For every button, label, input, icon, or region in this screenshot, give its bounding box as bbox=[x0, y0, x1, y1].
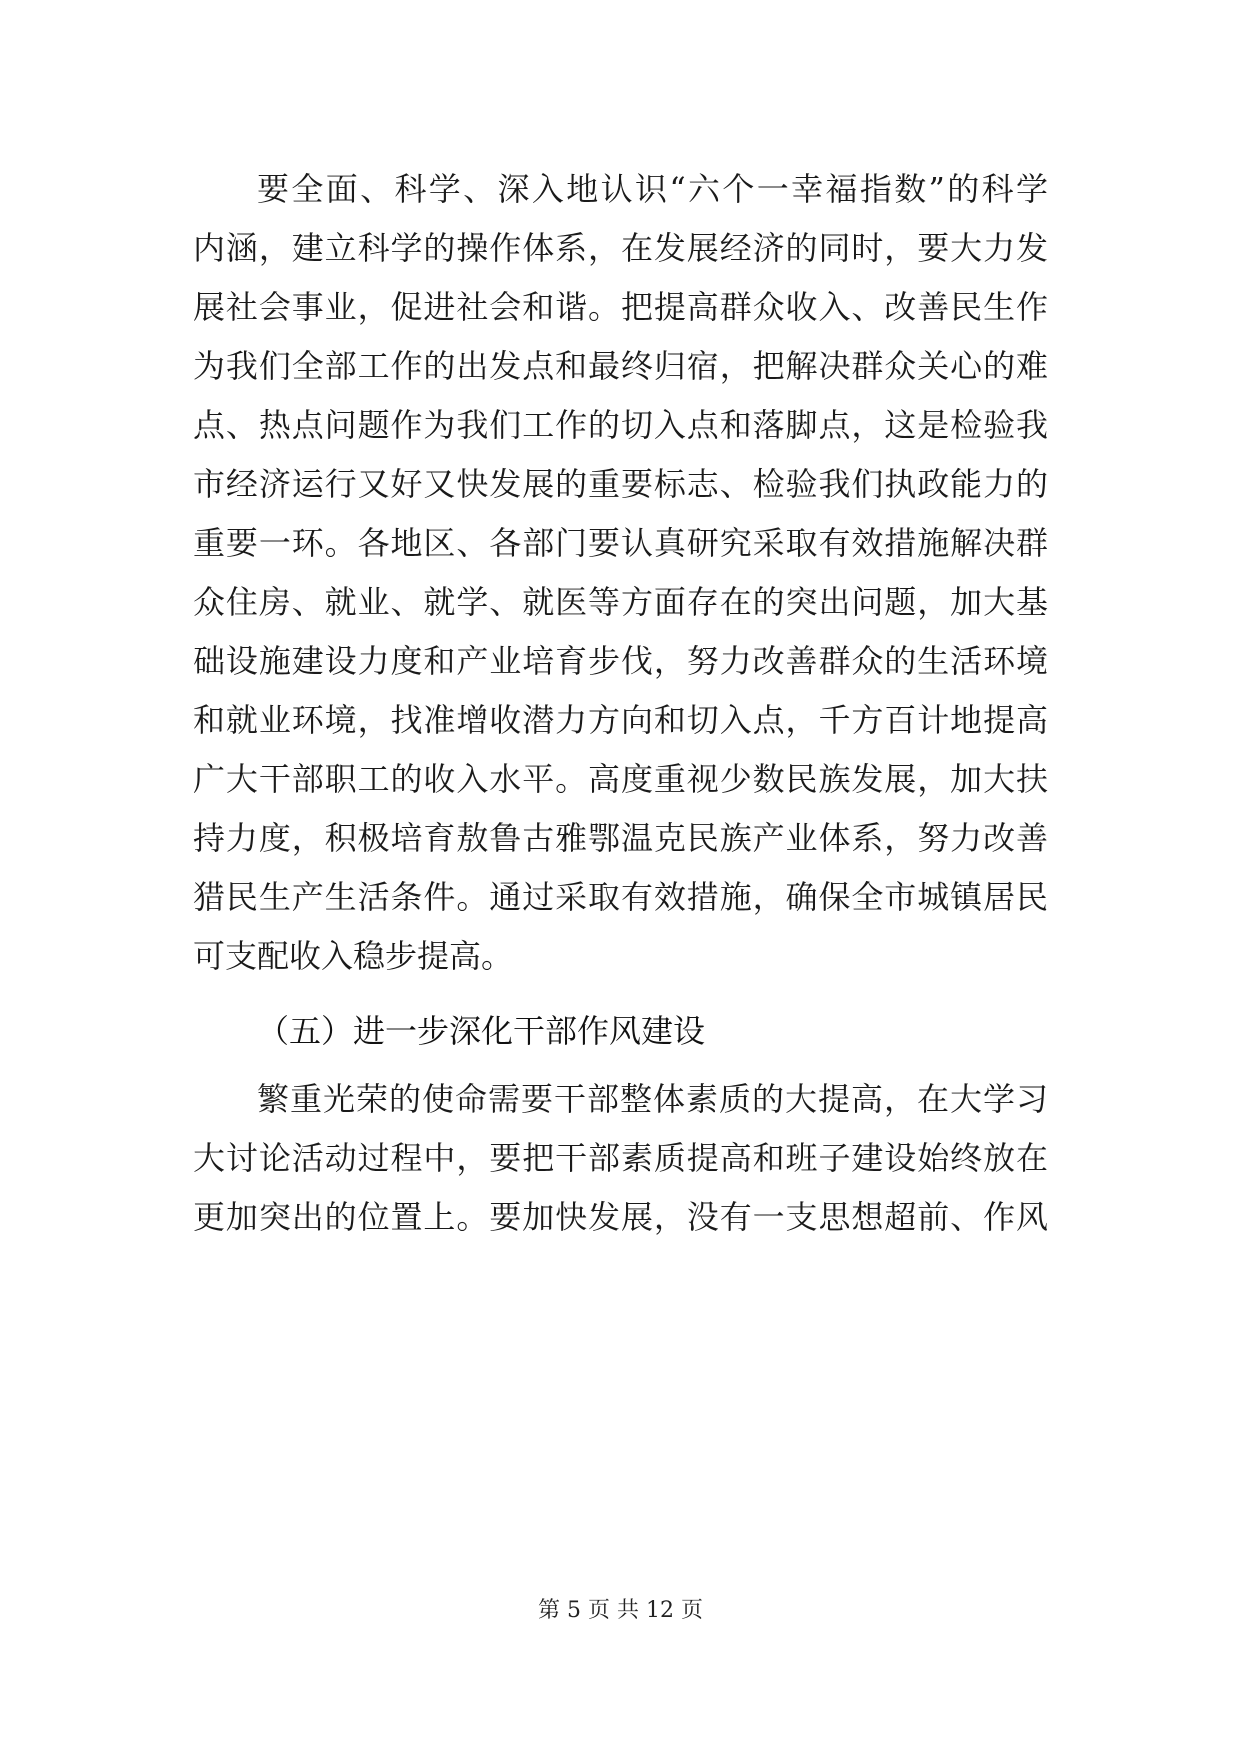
text-line: 广大干部职工的收入水平。高度重视少数民族发展，加大扶 bbox=[193, 760, 1048, 798]
paragraph-2 bbox=[193, 1070, 1048, 1247]
text-line: 和就业环境，找准增收潜力方向和切入点，千方百计地提高 bbox=[193, 701, 1048, 739]
text-line: 础设施建设力度和产业培育步伐，努力改善群众的生活环境 bbox=[193, 642, 1048, 680]
text-line: 内涵，建立科学的操作体系，在发展经济的同时，要大力发 bbox=[193, 229, 1048, 267]
text-line: 点、热点问题作为我们工作的切入点和落脚点，这是检验我 bbox=[193, 406, 1048, 444]
text-line: 要全面、科学、深入地认识“六个一幸福指数”的科学 bbox=[257, 170, 1048, 208]
text-line: 重要一环。各地区、各部门要认真研究采取有效措施解决群 bbox=[193, 524, 1048, 562]
text-line: 可支配收入稳步提高。 bbox=[193, 937, 514, 975]
text-line: 更加突出的位置上。要加快发展，没有一支思想超前、作风 bbox=[193, 1198, 1048, 1236]
section-heading: （五）进一步深化干部作风建设 bbox=[257, 1012, 706, 1050]
text-line: 繁重光荣的使命需要干部整体素质的大提高，在大学习 bbox=[257, 1080, 1048, 1118]
text-line: 为我们全部工作的出发点和最终归宿，把解决群众关心的难 bbox=[193, 347, 1048, 385]
document-body bbox=[193, 160, 1048, 1247]
paragraph-1 bbox=[193, 160, 1048, 986]
text-line: 大讨论活动过程中，要把干部素质提高和班子建设始终放在 bbox=[193, 1139, 1048, 1177]
page-number-footer: 第 5 页 共 12 页 bbox=[538, 1598, 703, 1623]
text-line: 展社会事业，促进社会和谐。把提高群众收入、改善民生作 bbox=[193, 288, 1048, 326]
text-line: 市经济运行又好又快发展的重要标志、检验我们执政能力的 bbox=[193, 465, 1048, 503]
text-line: 猎民生产生活条件。通过采取有效措施，确保全市城镇居民 bbox=[193, 878, 1048, 916]
text-line: 众住房、就业、就学、就医等方面存在的突出问题，加大基 bbox=[193, 583, 1048, 621]
text-line: 持力度，积极培育敖鲁古雅鄂温克民族产业体系，努力改善 bbox=[193, 819, 1048, 857]
